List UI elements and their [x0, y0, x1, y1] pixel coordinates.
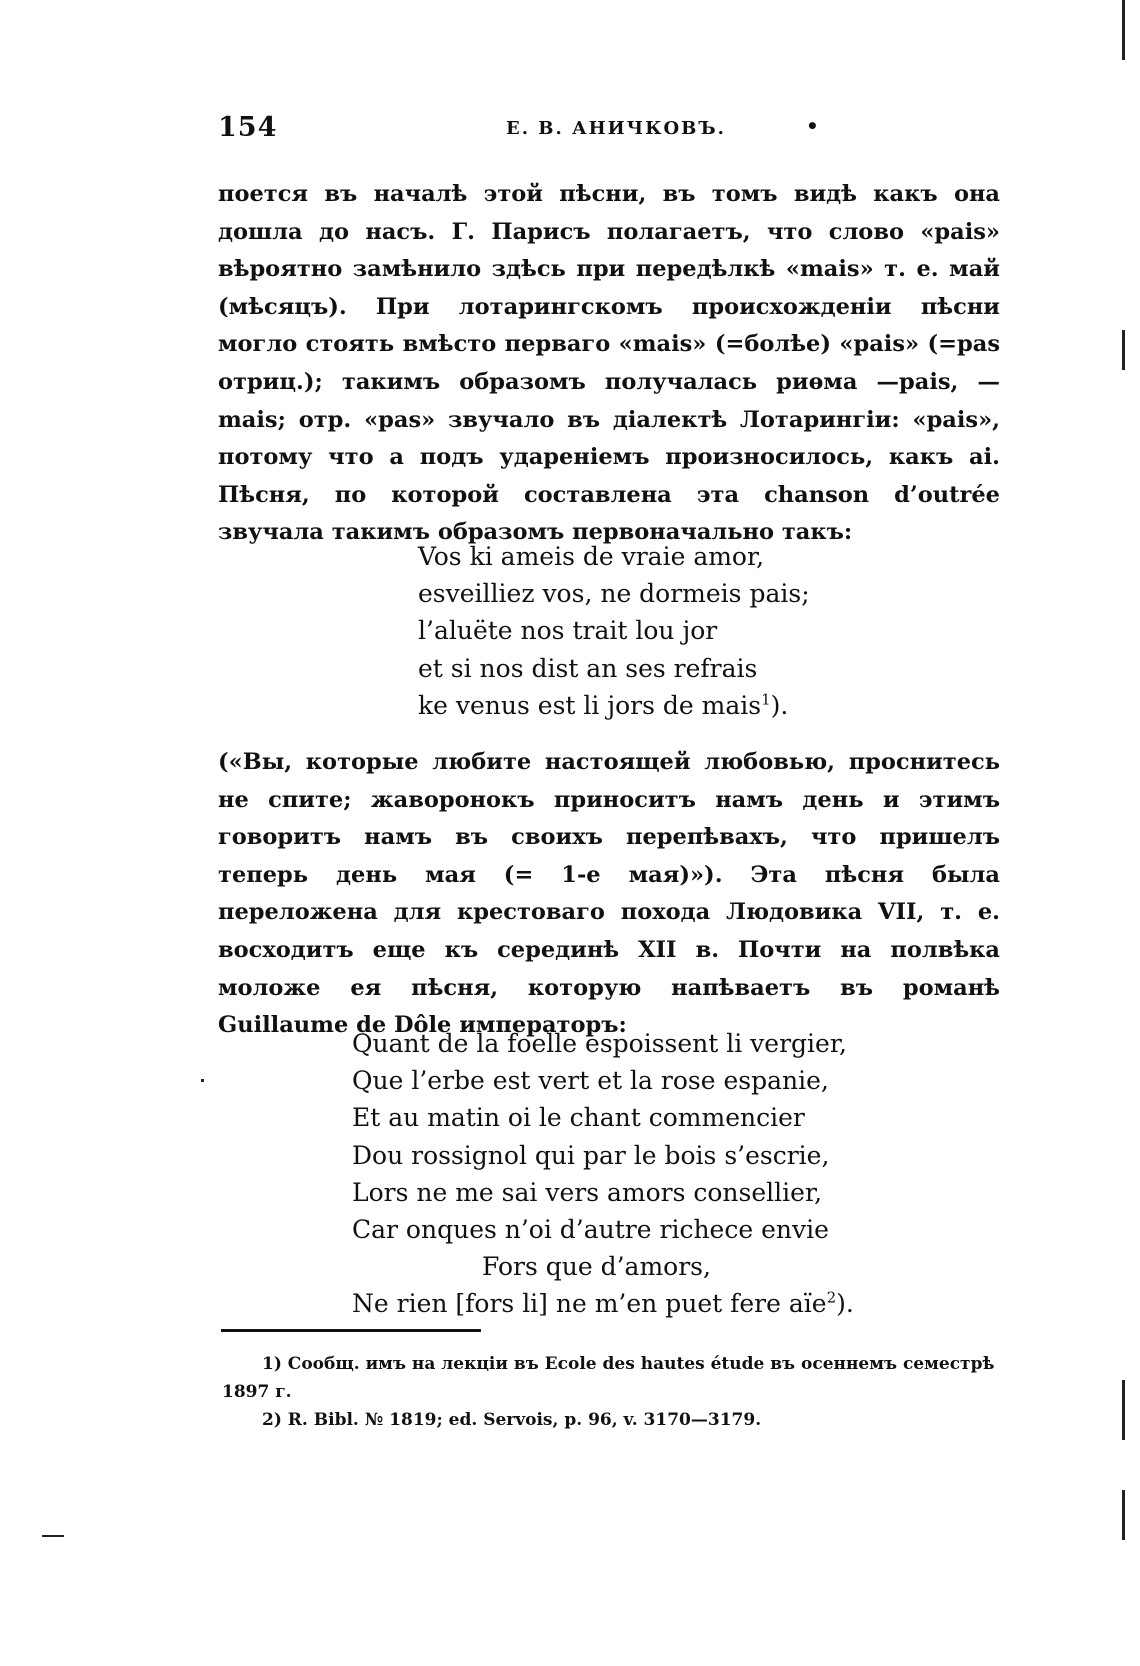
verse-line-text: Ne rien [fors li] ne m’en puet fere aïe: [352, 1289, 827, 1319]
verse-line: Que l’erbe est vert et la rose espanie,: [352, 1066, 829, 1096]
verse-line-last: [418, 687, 810, 724]
scan-edge-mark: [1122, 0, 1125, 60]
page-header: [218, 112, 1000, 152]
paragraph-intro: [218, 176, 1000, 552]
verse-block-2: [352, 1025, 854, 1323]
footnote-divider: [221, 1329, 481, 1332]
paragraph-text: поется въ началѣ этой пѣсни, въ томъ видѣ какъ она дошла до насъ. Г. Парисъ полагаетъ, что слово «pais» вѣроятно замѣнило здѣсь при передѣлкѣ «mais» т. е. май (мѣсяцъ). При лотарингскомъ происхожденіи пѣсни могло стоять вмѣсто перваго «mais» (=болѣе) «pais» (=pas отриц.); такимъ образомъ получалась риѳма —pais, —mais; отр. «pas» звучало въ діалектѣ Лотарингіи: «pais», потому что a подъ удареніемъ произносилось, какъ ai. Пѣсня, по которой составлена эта chanson d’outrée звучала такимъ образомъ первоначально такъ:: [218, 181, 1000, 546]
footnote-mark: 2: [826, 1289, 837, 1308]
paragraph-translation: [218, 744, 1000, 1045]
verse-line-indented: Fors que d’amors,: [482, 1252, 711, 1282]
ink-speck: •: [806, 114, 819, 138]
running-head: Е. В. АНИЧКОВЪ.: [506, 118, 726, 139]
verse-line: esveilliez vos, ne dormeis pais;: [418, 579, 810, 609]
verse-line: Vos ki ameis de vraie amor,: [418, 542, 765, 571]
scan-edge-mark: [1122, 1490, 1125, 1540]
footnote-1-continued: 1897 г.: [222, 1382, 292, 1402]
verse-line: et si nos dist an ses refrais: [418, 653, 758, 683]
scan-edge-mark: [1122, 1380, 1125, 1440]
page-number: 154: [218, 112, 278, 143]
paragraph-text: («Вы, которые любите настоящей любовью, проснитесь не спите; жаворонокъ приноситъ намъ день и этимъ говоритъ намъ въ своихъ перепѣвахъ, что пришелъ теперь день мая (= 1-е мая)»). Эта пѣсня была переложена для крестоваго похода Людовика VII, т. е. восходитъ еще къ серединѣ XII в. Почти на полвѣка моложе ея пѣсня, которую напѣваетъ въ романѣ Guillaume de Dôle императоръ:: [218, 749, 1000, 1039]
verse-closing: ).: [770, 690, 789, 720]
scan-speck: [42, 1535, 64, 1537]
verse-block-1: [418, 538, 810, 724]
verse-line: Et au matin oi le chant commencier: [352, 1103, 805, 1133]
verse-line: Quant de la foelle espoissent li vergier,: [352, 1029, 847, 1058]
verse-line: Lors ne me sai vers amors consellier,: [352, 1177, 823, 1207]
verse-line-text: ke venus est li jors de mais: [418, 690, 762, 720]
footnotes: [222, 1350, 1002, 1434]
scan-edge-mark: [1122, 330, 1125, 370]
footnote-2: 2) R. Bibl. № 1819; ed. Servois, p. 96, v. 3170—3179.: [262, 1410, 762, 1430]
footnote-1: 1) Сообщ. имъ на лекціи въ Ecole des hautes étude въ осеннемъ семестрѣ: [262, 1354, 995, 1374]
scan-speck: [201, 1079, 204, 1082]
verse-line: l’aluëte nos trait lou jor: [418, 616, 718, 646]
verse-line: Car onques n’oi d’autre richece envie: [352, 1215, 829, 1245]
footnote-mark: 1: [761, 690, 771, 709]
verse-line-last: [352, 1285, 854, 1322]
verse-line: Dou rossignol qui par le bois s’escrie,: [352, 1140, 830, 1170]
verse-closing: ).: [836, 1289, 854, 1319]
